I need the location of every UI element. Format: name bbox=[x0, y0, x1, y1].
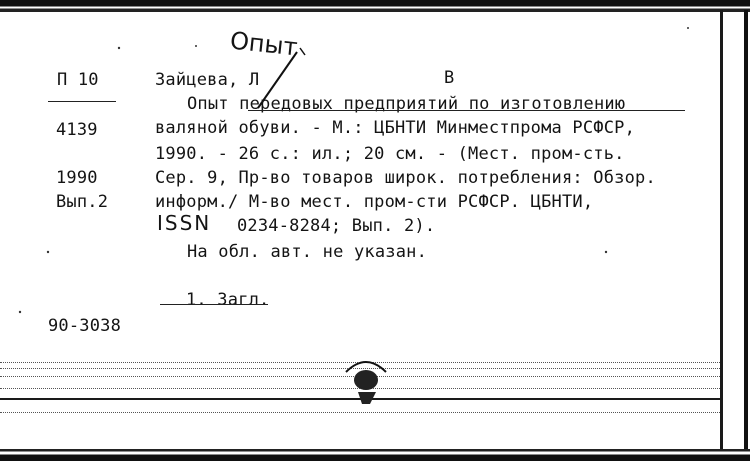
card-number: 90-3038 bbox=[48, 316, 122, 336]
note-line: На обл. авт. не указан. bbox=[187, 242, 428, 262]
description-line-4: информ./ М-во мест. пром-сти РСФСР. ЦБНТИ, bbox=[155, 192, 594, 212]
class-code: П 10 bbox=[57, 70, 99, 90]
issue-number: Вып.2 bbox=[56, 192, 109, 212]
author-heading: Зайцева, Л bbox=[155, 70, 260, 90]
catalog-letter: В bbox=[444, 68, 455, 88]
publication-year: 1990 bbox=[56, 168, 98, 188]
subject-heading: 1. Загл. bbox=[186, 290, 270, 310]
description-line-2: 1990. - 26 с.: ил.; 20 см. - (Мест. пром-сть. bbox=[155, 144, 625, 164]
title-line: Опыт передовых предприятий по изготовлению bbox=[187, 94, 626, 114]
handwritten-issn: ISSN bbox=[157, 211, 212, 235]
description-line-1: валяной обуви. - М.: ЦБНТИ Минместпрома РСФСР, bbox=[155, 118, 636, 138]
description-line-3: Сер. 9, Пр-во товаров широк. потребления: Обзор. bbox=[155, 168, 656, 188]
acquisition-number: 4139 bbox=[56, 120, 98, 140]
description-line-5: 0234-8284; Вып. 2). bbox=[237, 216, 436, 236]
handwritten-note: Опыт bbox=[228, 26, 299, 62]
